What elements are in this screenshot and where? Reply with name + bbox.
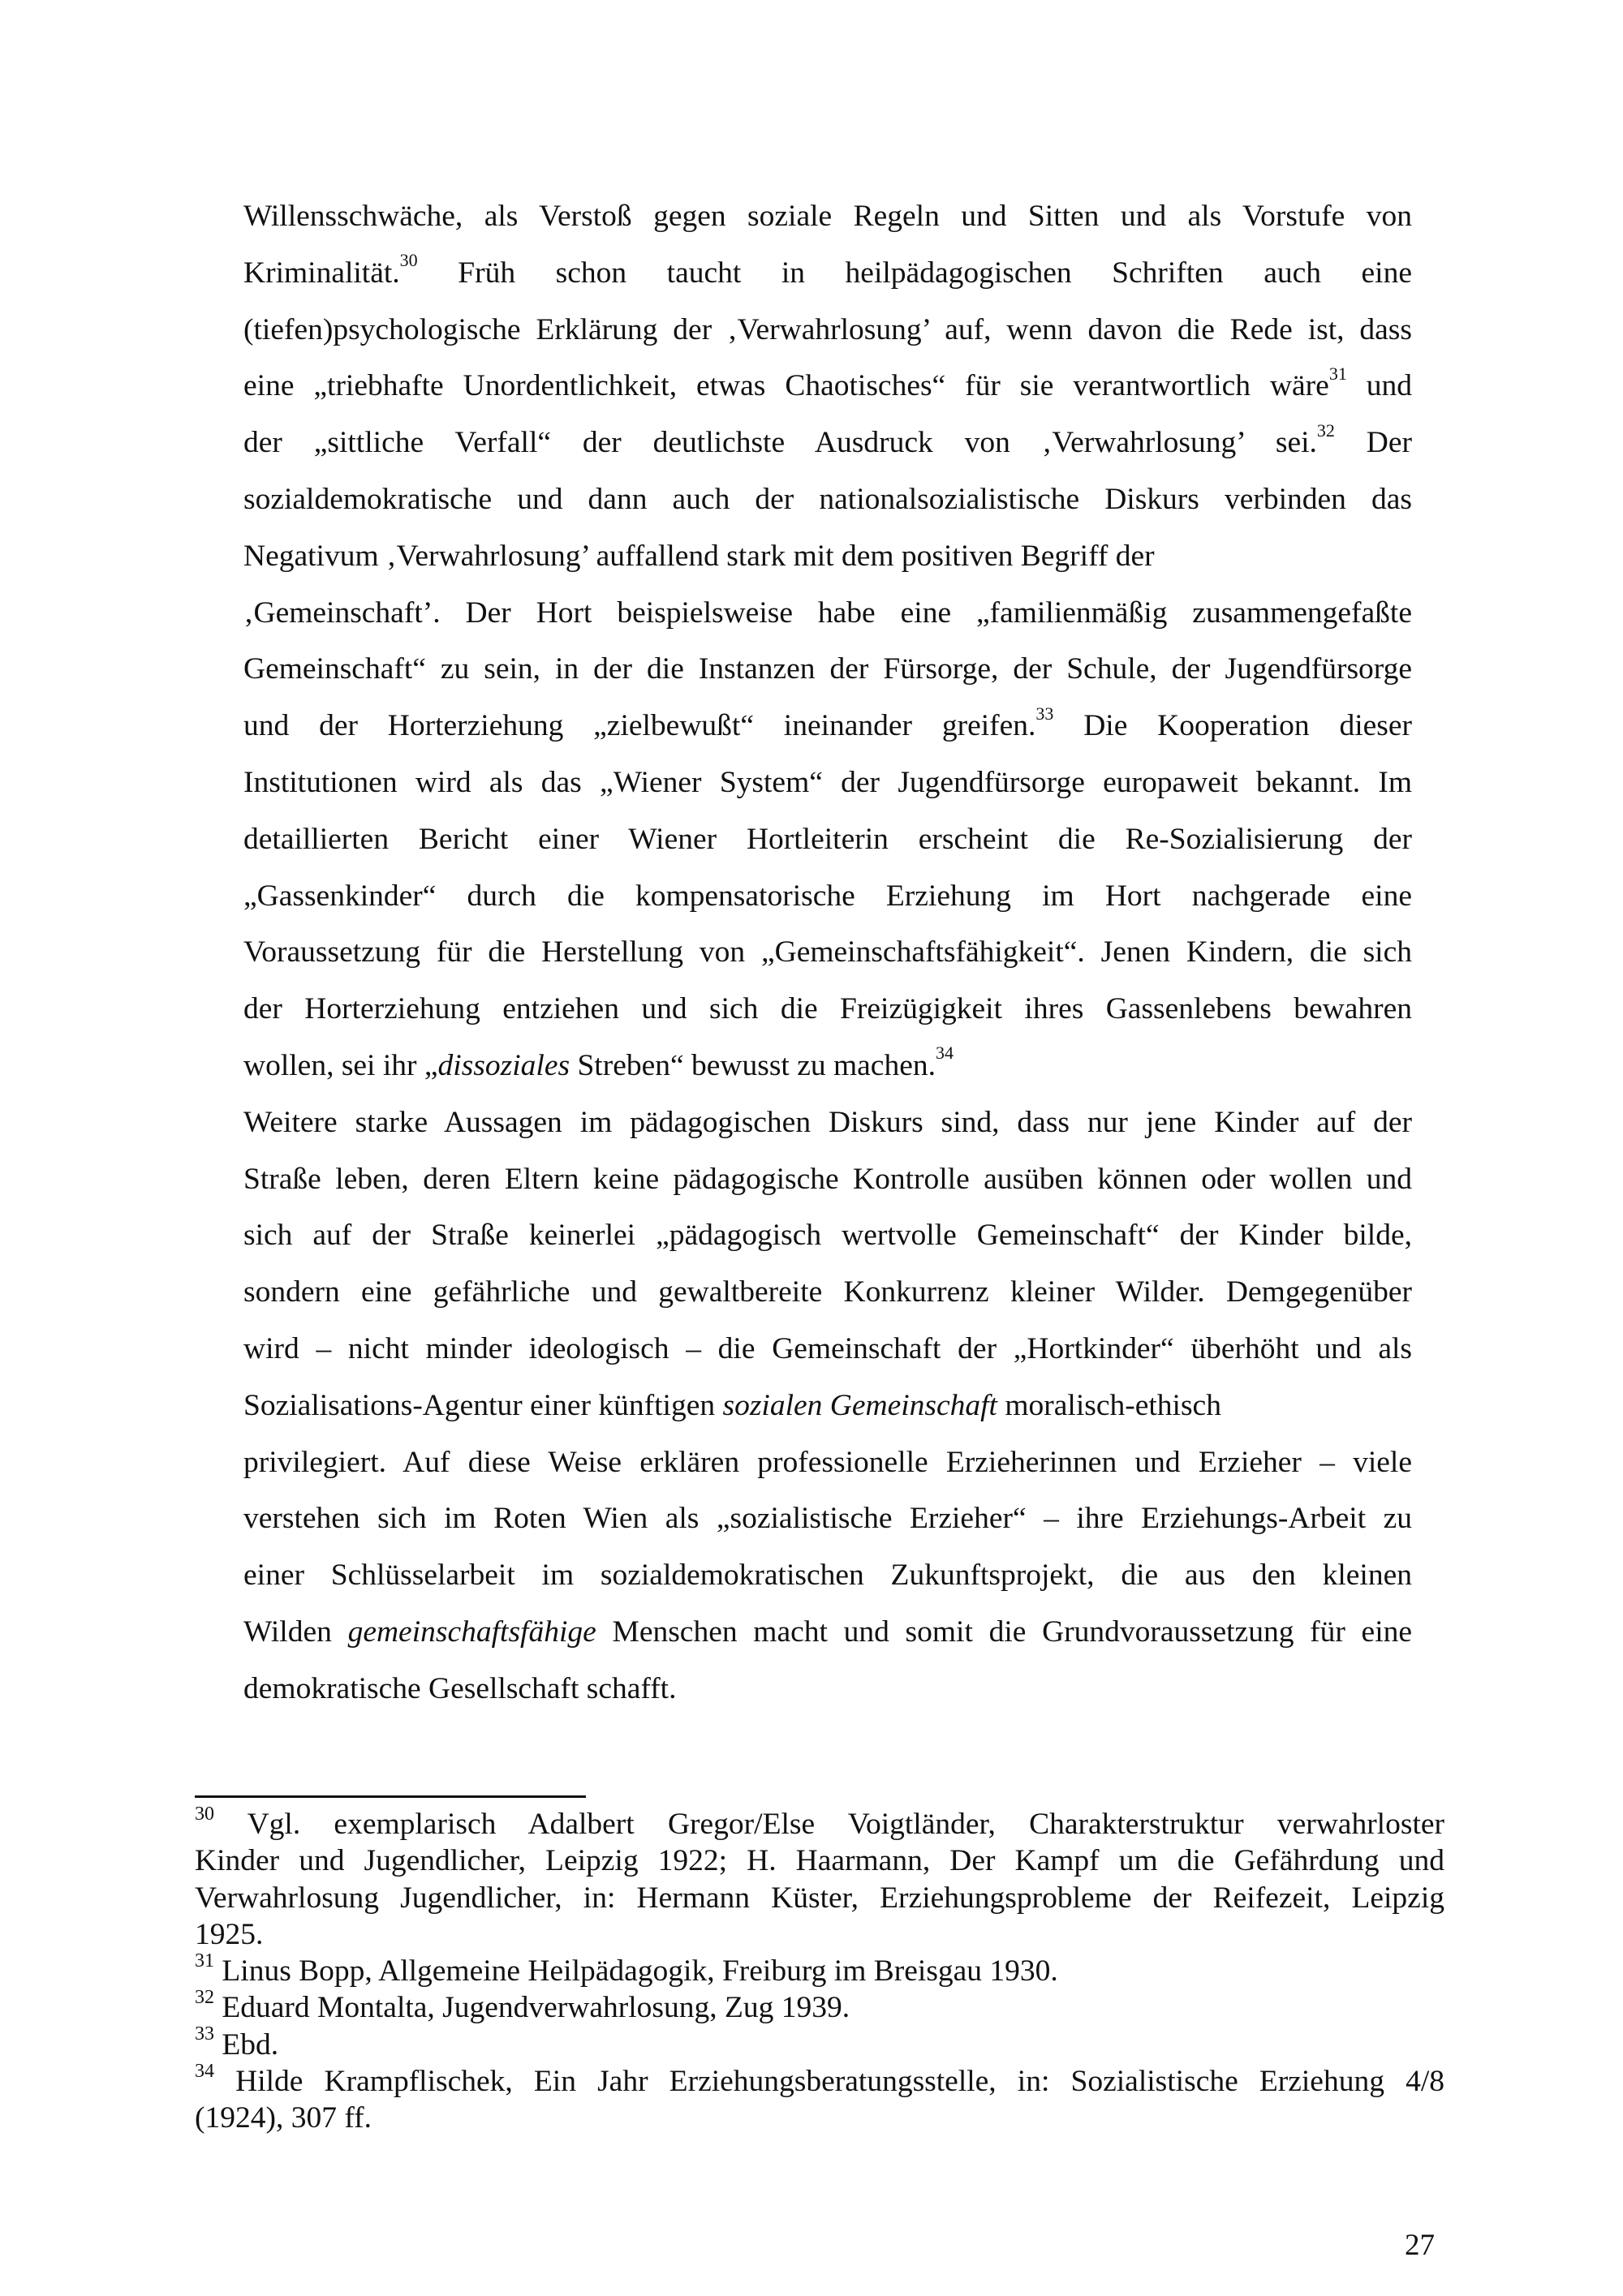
text-segment: sozialdemokratische und dann auch der nationalsozialistische Diskurs verbinden das (243, 482, 1412, 516)
footnote-line (195, 1842, 1444, 1879)
body-line (243, 1094, 1412, 1151)
text-segment: Weitere starke Aussagen im pädagogischen Diskurs sind, dass nur jene Kinder auf der (243, 1105, 1412, 1139)
text-segment: wird – nicht minder ideologisch – die Gemeinschaft der „Hortkinder“ überhöht und als (243, 1331, 1412, 1365)
text-segment: moralisch-ethisch (997, 1388, 1221, 1422)
emphasis-text: dissoziales (437, 1048, 570, 1082)
text-segment: „Gassenkinder“ durch die kompensatorische Erziehung im Hort nachgerade eine (243, 879, 1412, 913)
text-segment: (tiefen)psychologische Erklärung der ‚Verwahrlosung’ auf, wenn davon die Rede ist, dass (243, 312, 1412, 346)
body-line (243, 924, 1412, 981)
text-segment: der „sittliche Verfall“ der deutlichste Ausdruck von ‚Verwahrlosung’ sei. (243, 426, 1317, 460)
text-segment: Vgl. exemplarisch Adalbert Gregor/Else Voigtländer, Charakterstruktur verwahrloster (214, 1808, 1444, 1841)
body-line (243, 1547, 1412, 1604)
text-segment: detaillierten Bericht einer Wiener Hortleiterin erscheint die Re-Sozialisierung der (243, 822, 1412, 856)
text-segment: Voraussetzung für die Herstellung von „Gemeinschaftsfähigkeit“. Jenen Kindern, die sich (243, 935, 1412, 970)
text-segment: Verwahrlosung Jugendlicher, in: Hermann Küster, Erziehungsprobleme der Reifezeit, Leipzig (195, 1881, 1444, 1915)
footnote-line (195, 2060, 1444, 2100)
footnotes (195, 1803, 1444, 2137)
text-segment: Streben“ bewusst zu machen. (570, 1048, 936, 1082)
text-segment: Linus Bopp, Allgemeine Heilpädagogik, Freiburg im Breisgau 1930. (214, 1954, 1058, 1989)
footnote-line (195, 1880, 1444, 1916)
text-segment: Institutionen wird als das „Wiener System“ der Jugendfürsorge europaweit bekannt. Im (243, 765, 1412, 799)
emphasis-text: sozialen Gemeinschaft (722, 1388, 997, 1422)
text-segment: der Horterziehung entziehen und sich die Freizügigkeit ihres Gassenlebens bewahren (243, 992, 1412, 1026)
text-segment: Gemeinschaft“ zu sein, in der die Instanzen der Fürsorge, der Schule, der Jugendfürsorge (243, 652, 1412, 686)
body-line (243, 245, 1412, 302)
footnote-line (195, 1803, 1444, 1842)
text-segment: Menschen macht und somit die Grundvoraussetzung für eine (596, 1615, 1413, 1649)
footnote-reference: 31 (195, 1950, 214, 1971)
footnote-reference: 34 (935, 1043, 954, 1064)
text-segment: Eduard Montalta, Jugendverwahrlosung, Zug 1939. (214, 1991, 850, 2025)
body-line (243, 811, 1412, 868)
body-line (243, 755, 1412, 811)
footnote-reference: 32 (195, 1986, 214, 2008)
footnote-line (195, 1986, 1444, 2026)
text-segment: und der Horterziehung „zielbewußt“ ineinander greifen. (243, 709, 1036, 743)
text-segment: Der (1334, 426, 1413, 460)
emphasis-text: gemeinschaftsfähige (347, 1615, 596, 1649)
body-line (243, 698, 1412, 755)
text-segment: Kriminalität. (243, 256, 400, 290)
footnote-reference: 31 (1328, 363, 1347, 384)
text-segment: wollen, sei ihr „ (243, 1048, 438, 1082)
text-segment: Negativum ‚Verwahrlosung’ auffallend stark mit dem positiven Begriff der (243, 539, 1155, 573)
body-line (243, 415, 1412, 471)
text-segment: demokratische Gesellschaft schafft. (243, 1671, 677, 1705)
body-line (243, 585, 1412, 642)
body-line (243, 1038, 1412, 1094)
text-segment: einer Schlüsselarbeit im sozialdemokratischen Zukunftsprojekt, die aus den kleinen (243, 1559, 1412, 1593)
text-segment: privilegiert. Auf diese Weise erklären professionelle Erzieherinnen und Erzieher – viele (243, 1445, 1412, 1479)
footnote-reference: 33 (1035, 703, 1054, 724)
text-segment: sondern eine gefährliche und gewaltbereite Konkurrenz kleiner Wilder. Demgegenüber (243, 1275, 1412, 1309)
body-line (243, 358, 1412, 415)
body-line (243, 981, 1412, 1038)
body-text (243, 188, 1412, 1718)
text-segment: (1924), 307 ff. (195, 2101, 372, 2135)
body-line (243, 1604, 1412, 1661)
footnote-separator (195, 1795, 586, 1798)
text-segment: Willensschwäche, als Verstoß gegen soziale Regeln und Sitten und als Vorstufe von (243, 200, 1412, 233)
body-line (243, 302, 1412, 359)
footnote-line (195, 2023, 1444, 2063)
text-segment: Kinder und Jugendlicher, Leipzig 1922; H. Haarmann, Der Kampf um die Gefährdung und (195, 1844, 1444, 1878)
body-line (243, 1490, 1412, 1547)
footnote-reference: 34 (195, 2060, 214, 2082)
text-segment: sich auf der Straße keinerlei „pädagogisch wertvolle Gemeinschaft“ der Kinder bilde, (243, 1219, 1412, 1253)
footnote-line (195, 1950, 1444, 1989)
body-line (243, 1207, 1412, 1264)
text-segment: Ebd. (214, 2027, 279, 2062)
text-segment: Straße leben, deren Eltern keine pädagogische Kontrolle ausüben können oder wollen und (243, 1162, 1412, 1196)
text-segment: Die Kooperation dieser (1053, 709, 1412, 743)
body-line (243, 188, 1412, 245)
body-line (243, 471, 1412, 528)
text-segment: und (1346, 369, 1413, 403)
footnote-reference: 30 (399, 250, 418, 271)
footnote-reference: 33 (195, 2023, 214, 2045)
text-segment: verstehen sich im Roten Wien als „sozialistische Erzieher“ – ihre Erziehungs-Arbeit zu (243, 1502, 1412, 1536)
text-segment: Hilde Krampflischek, Ein Jahr Erziehungsberatungsstelle, in: Sozialistische Erziehung 4/8 (214, 2065, 1444, 2099)
body-line (243, 868, 1412, 925)
body-line (243, 1321, 1412, 1378)
text-segment: Sozialisations-Agentur einer künftigen (243, 1388, 723, 1422)
text-segment: Wilden (243, 1615, 348, 1649)
footnote-reference: 32 (1316, 419, 1335, 441)
text-segment: Früh schon taucht in heilpädagogischen Schriften auch eine (417, 256, 1412, 290)
body-line (243, 1151, 1412, 1208)
body-line (243, 1661, 1412, 1718)
footnote-line (195, 2100, 1444, 2136)
text-segment: 1925. (195, 1917, 264, 1951)
body-line (243, 641, 1412, 698)
body-line (243, 1378, 1412, 1434)
footnote-line (195, 1916, 1444, 1953)
footnote-reference: 30 (195, 1803, 214, 1825)
text-segment: ‚Gemeinschaft’. Der Hort beispielsweise habe eine „familienmäßig zusammengefaßte (243, 595, 1412, 630)
body-line (243, 528, 1412, 585)
text-segment: eine „triebhafte Unordentlichkeit, etwas Chaotisches“ für sie verantwortlich wäre (243, 369, 1329, 403)
body-line (243, 1264, 1412, 1321)
body-line (243, 1434, 1412, 1491)
page-number: 27 (1405, 2229, 1435, 2262)
